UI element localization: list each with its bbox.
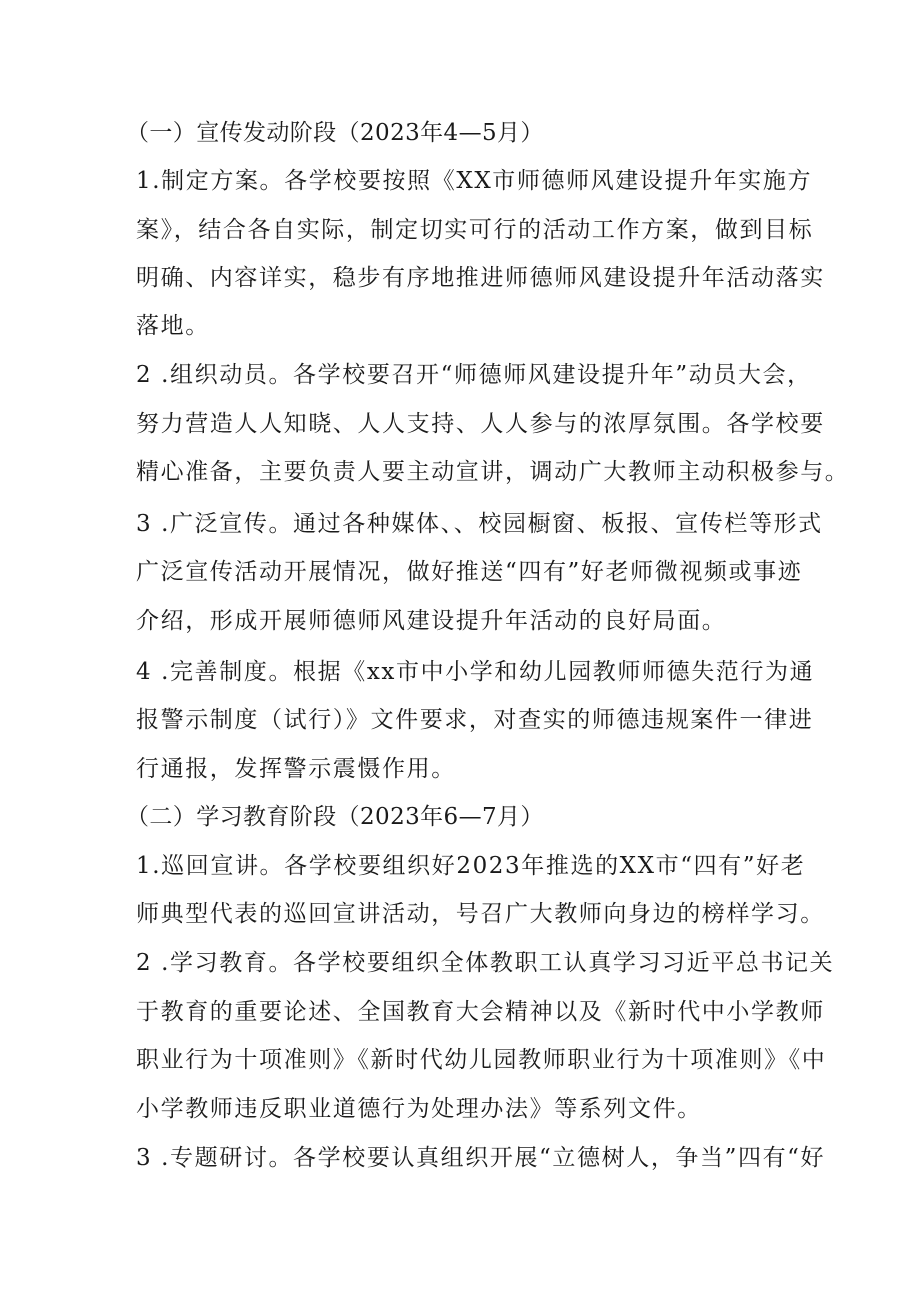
paragraph-line: 1.制定方案。各学校要按照《XX市师德师风建设提升年实施方 [136,168,813,194]
paragraph-line: 4 .完善制度。根据《xx市中小学和幼儿园教师师德失范行为通 [136,659,815,685]
paragraph-line: 2 .组织动员。各学校要召开“师德师风建设提升年”动员大会， [136,362,812,388]
section-heading-1: （一）宣传发动阶段（2023年4—5月） [126,120,544,146]
paragraph-line: 广泛宣传活动开展情况，做好推送“四有”好老师微视频或事迹 [136,559,803,585]
paragraph-line: 落地。 [136,313,210,339]
paragraph-line: 小学教师违反职业道德行为处理办法》等系列文件。 [136,1096,702,1122]
paragraph-line: 2 .学习教育。各学校要组织全体教职工认真学习习近平总书记关 [136,950,835,976]
section-heading-2: （二）学习教育阶段（2023年6—7月） [126,804,544,830]
paragraph-line: 报警示制度（试行）》文件要求，对查实的师德违规案件一律进 [136,707,814,733]
paragraph-line: 努力营造人人知晓、人人支持、人人参与的浓厚氛围。各学校要 [136,411,825,437]
paragraph-line: 介绍，形成开展师德师风建设提升年活动的良好局面。 [136,608,727,634]
paragraph-line: 职业行为十项准则》《新时代幼儿园教师职业行为十项准则》《中 [136,1047,827,1073]
paragraph-line: 明确、内容详实，稳步有序地推进师德师风建设提升年活动落实 [136,265,825,291]
paragraph-line: 3 .广泛宣传。通过各种媒体、、校园橱窗、板报、宣传栏等形式 [136,511,823,537]
paragraph-line: 行通报，发挥警示震慑作用。 [136,756,456,782]
paragraph-line: 3 .专题研讨。各学校要认真组织开展“立德树人，争当”四有“好 [136,1145,826,1171]
paragraph-line: 于教育的重要论述、全国教育大会精神以及《新时代中小学教师 [136,999,825,1025]
paragraph-line: 师典型代表的巡回宣讲活动，号召广大教师向身边的榜样学习。 [136,901,825,927]
paragraph-line: 精心准备，主要负责人要主动宣讲，调动广大教师主动积极参与。 [136,459,850,485]
paragraph-line: 案》，结合各自实际，制定切实可行的活动工作方案，做到目标 [136,217,814,243]
paragraph-line: 1.巡回宣讲。各学校要组织好2023年推选的XX市“四有”好老 [136,853,806,879]
